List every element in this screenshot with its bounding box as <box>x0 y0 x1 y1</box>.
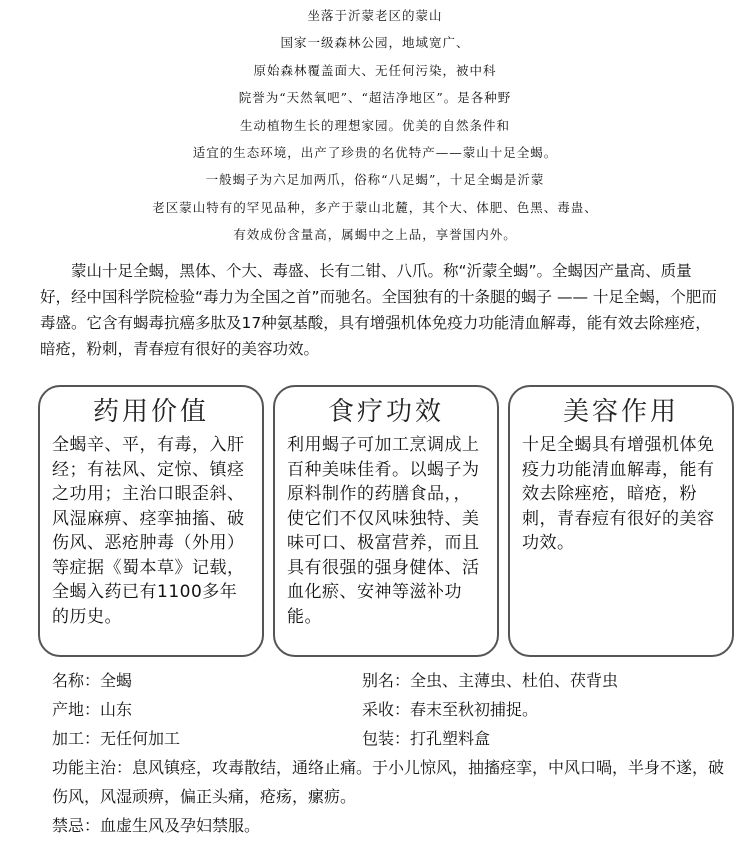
card-dietary-therapy <box>273 385 499 657</box>
card-text: 利用蝎子可加工烹调成上百种美味佳肴。以蝎子为原料制作的药膳食品，，使它们不仅风味独特、美味可口、极富营养，而且具有很强的强身健体、活血化瘀、安神等滋补功能。 <box>287 435 480 627</box>
feature-cards <box>38 385 734 657</box>
intro-line: 有效成份含量高，属蝎中之上品，享誉国内外。 <box>233 227 517 243</box>
info-packaging: 包装：打孔塑料盒 <box>362 729 491 748</box>
intro-line: 一般蝎子为六足加两爪，俗称“八足蝎”，十足全蝎是沂蒙 <box>205 172 545 188</box>
card-title: 美容作用 <box>562 397 679 427</box>
card-beauty-effect <box>508 385 734 657</box>
info-origin: 产地：山东 <box>52 700 133 719</box>
card-title: 食疗功效 <box>327 397 444 427</box>
intro-line: 坐落于沂蒙老区的蒙山 <box>307 8 443 23</box>
intro-line: 生动植物生长的理想家园。优美的自然条件和 <box>239 117 510 133</box>
info-functions: 功能主治：息风镇痉，攻毒散结，通络止痛。于小儿惊风，抽搐痉挛，中风口喎，半身不遂，破伤风，风湿顽痹，偏正头痛，疮疡，瘰疬。 <box>52 758 725 806</box>
intro-line: 国家一级森林公园，地域宽广、 <box>280 35 470 51</box>
card-text: 十足全蝎具有增强机体免疫力功能清血解毒，能有效去除痤疮，暗疮，粉刺，青春痘有很好的美容功效。 <box>522 435 715 553</box>
info-alias: 别名：全虫、主薄虫、杜伯、茯背虫 <box>362 671 619 690</box>
intro-poem <box>0 2 750 249</box>
card-title: 药用价值 <box>92 397 209 427</box>
intro-line: 院誉为“天然氧吧”、“超洁净地区”。是各种野 <box>238 90 512 106</box>
info-name: 名称：全蝎 <box>52 671 133 690</box>
intro-line: 原始森林覆盖面大、无任何污染，被中科 <box>253 62 497 78</box>
product-info <box>52 666 732 840</box>
info-processing: 加工：无任何加工 <box>52 729 181 748</box>
card-text: 全蝎辛、平，有毒，入肝经；有祛风、定惊、镇痉之功用；主治口眼歪斜、风湿麻痹、痉挛抽搐、破伤风、恶疮肿毒（外用）等症据《蜀本草》记载，全蝎入药已有1100多年的历史。 <box>52 435 245 627</box>
info-contraindication: 禁忌：血虚生风及孕妇禁服。 <box>52 816 261 835</box>
card-medicinal-value <box>38 385 264 657</box>
product-description: 蒙山十足全蝎，黑体、个大、毒盛、长有二钳、八爪。称“沂蒙全蝎”。全蝎因产量高、质量好，经中国科学院检验“毒力为全国之首”而驰名。全国独有的十条腿的蝎子 —— 十足全蝎，个肥而毒盛。它含有蝎毒抗癌多肽及17种氨基酸，具有增强机体免疫力功能清血解毒，能有效去除痤疮，暗疮，粉刺，青春痘有很好的美容功效。 <box>40 262 717 358</box>
info-row <box>52 695 732 724</box>
intro-line: 适宜的生态环境，出产了珍贵的名优特产——蒙山十足全蝎。 <box>192 145 558 161</box>
info-harvest: 采收：春末至秋初捕捉。 <box>362 700 539 719</box>
info-row <box>52 724 732 753</box>
info-row <box>52 666 732 695</box>
intro-line: 老区蒙山特有的罕见品种，多产于蒙山北麓，其个大、体肥、色黑、毒蛊、 <box>152 199 598 215</box>
